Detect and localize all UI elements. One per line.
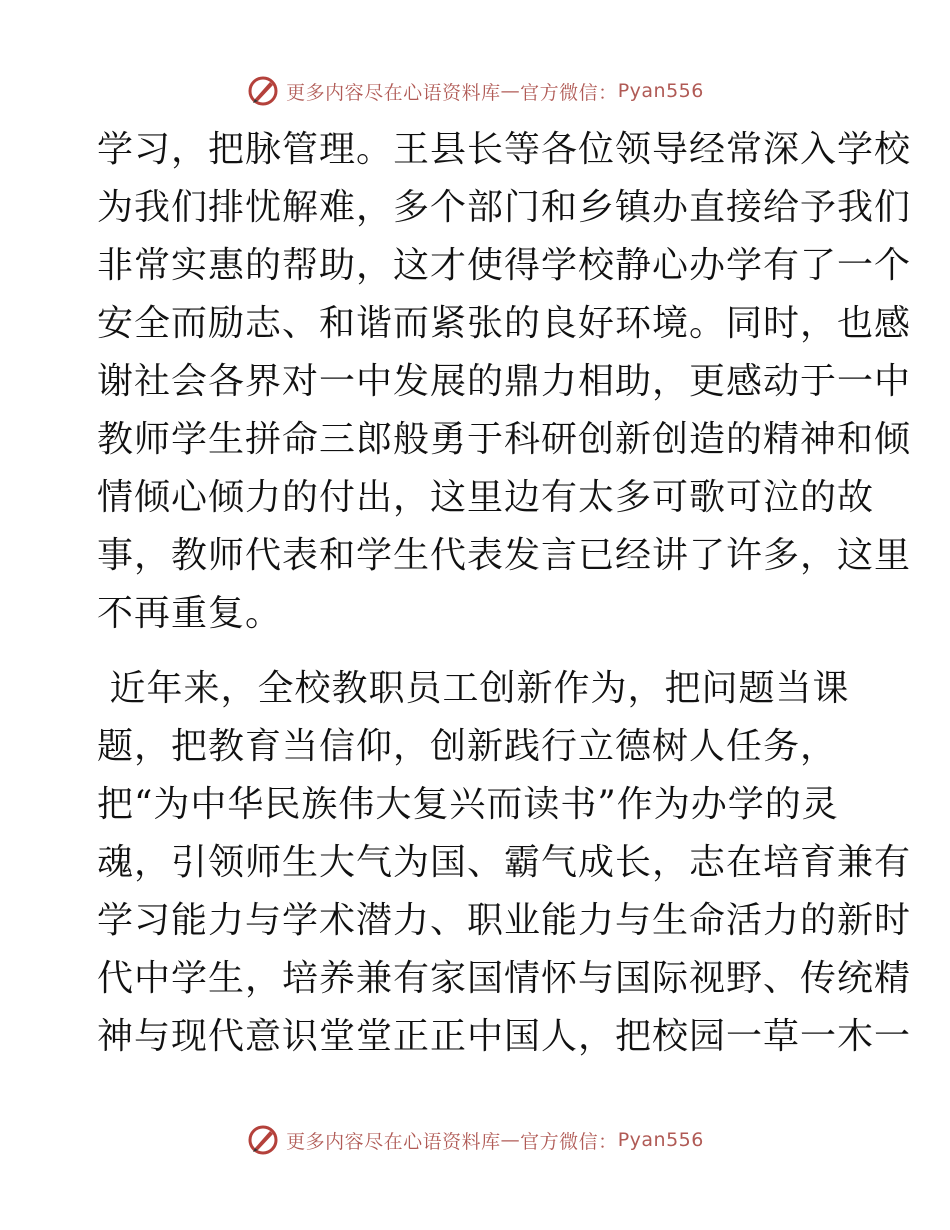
- text-line: 神与现代意识堂堂正正中国人，把校园一草一木一: [97, 1016, 912, 1057]
- text-line: 事，教师代表和学生代表发言已经讲了许多，这里: [97, 535, 912, 576]
- text-line: 代中学生，培养兼有家国情怀与国际视野、传统精: [97, 958, 912, 999]
- watermark-wechat-id: Pyan556: [617, 80, 704, 102]
- text-line: 情倾心倾力的付出，这里边有太多可歌可泣的故: [97, 477, 875, 518]
- pen-logo-icon: [246, 74, 280, 108]
- text-line: 为我们排忧解难，多个部门和乡镇办直接给予我们: [97, 187, 912, 228]
- text-line: 近年来，全校教职员工创新作为，把问题当课: [97, 668, 850, 709]
- paragraph-2: [97, 660, 912, 1066]
- footer-watermark: [0, 1120, 950, 1160]
- text-line: 魂，引领师生大气为国、霸气成长，志在培育兼有: [97, 842, 912, 883]
- text-line: 学习能力与学术潜力、职业能力与生命活力的新时: [97, 900, 912, 941]
- watermark-dash: —: [500, 80, 521, 102]
- watermark-wechat-label: 官方微信：: [520, 81, 618, 104]
- watermark-wechat-id: Pyan556: [617, 1129, 704, 1151]
- text-line: 把“为中华民族伟大复兴而读书”作为办学的灵: [97, 784, 839, 825]
- text-line: 不再重复。: [97, 593, 283, 634]
- watermark-dash: —: [500, 1129, 521, 1151]
- text-line: 学习，把脉管理。王县长等各位领导经常深入学校: [97, 129, 912, 170]
- pen-logo-icon: [246, 1123, 280, 1157]
- text-line: 题，把教育当信仰，创新践行立德树人任务，: [97, 726, 838, 767]
- watermark-wechat-label: 官方微信：: [520, 1130, 618, 1153]
- header-watermark: [0, 71, 950, 111]
- text-line: 非常实惠的帮助，这才使得学校静心办学有了一个: [97, 245, 912, 286]
- watermark-brand-text: 更多内容尽在心语资料库: [286, 1130, 501, 1153]
- text-line: 谢社会各界对一中发展的鼎力相助，更感动于一中: [97, 361, 912, 402]
- text-line: 安全而励志、和谐而紧张的良好环境。同时，也感: [97, 303, 912, 344]
- text-line: 教师学生拼命三郎般勇于科研创新创造的精神和倾: [97, 419, 912, 460]
- paragraph-1: [97, 121, 912, 643]
- watermark-brand-text: 更多内容尽在心语资料库: [286, 81, 501, 104]
